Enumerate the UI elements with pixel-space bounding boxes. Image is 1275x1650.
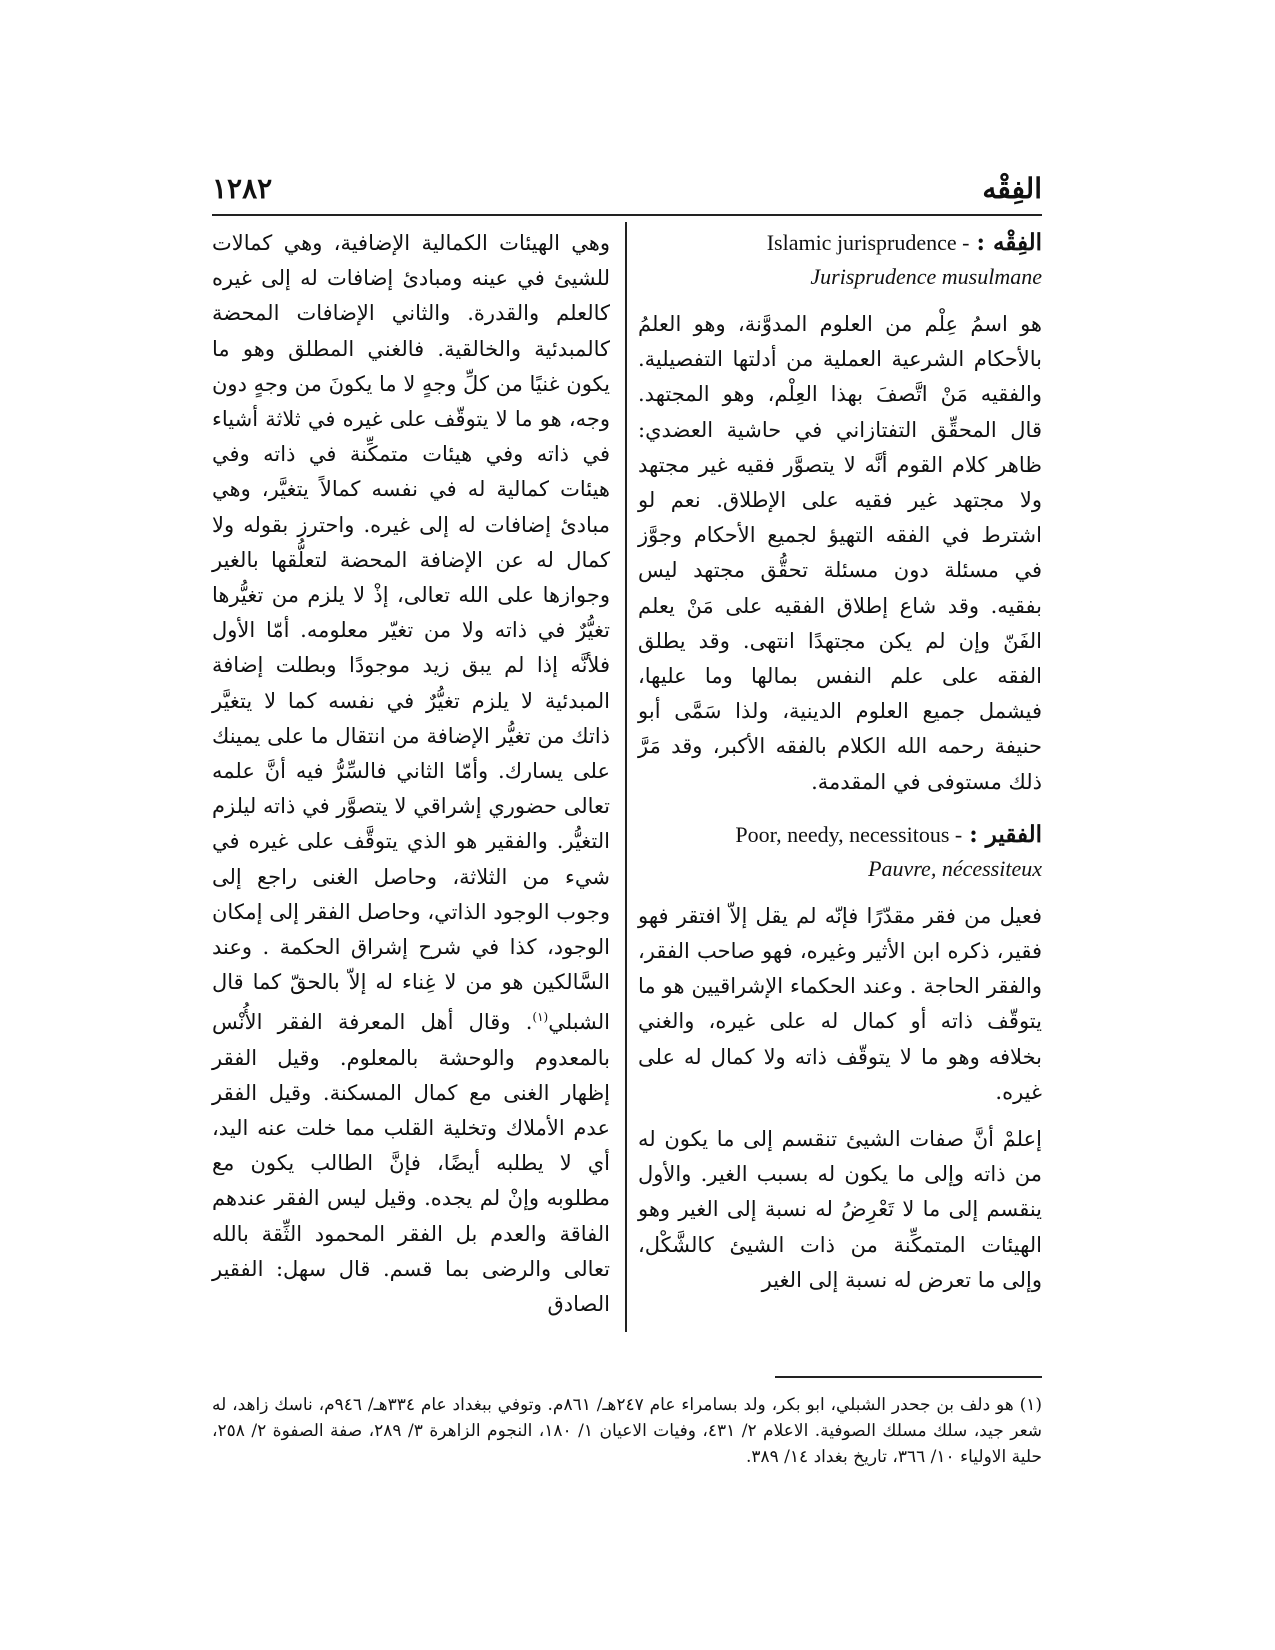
entry-english-term: Islamic jurisprudence - bbox=[766, 230, 970, 255]
continued-text-part-b: . وقال أهل المعرفة الفقر الأُنْس بالمعدوم والوحشة بالمعلوم. وقيل الفقر إظهار الغنى مع كمال المسكنة. وقيل الفقر عدم الأملاك وتخلية القلب مما خلت عنه اليد، أي لا يطلبه أيضًا، فإنَّ الطالب يكون مع مطلوبه وإنْ لم يجده. وقيل ليس الفقر عندهم الفاقة والعدم بل الفقر المحمود الثِّقة بالله تعالى والرضى بما قسم. قال سهل: الفقير الصادق bbox=[212, 1010, 610, 1317]
right-column bbox=[638, 226, 1042, 1298]
footnote: (١) هو دلف بن جحدر الشبلي، ابو بكر، ولد بسامراء عام ٢٤٧هـ/ ٨٦١م. وتوفي ببغداد عام ٣٣٤هـ/ ٩٤٦م، ناسك زاهد، له شعر جيد، سلك مسلك الصوفية. الاعلام ٢/ ٤٣١، وفيات الاعيان ١/ ١٨٠، النجوم الزاهرة ٣/ ٢٨٩، صفة الصفوة ٢/ ٢٥٨، حلية الاولياء ١٠/ ٣٦٦، تاريخ بغداد ١٤/ ٣٨٩. bbox=[212, 1395, 1043, 1467]
page-header bbox=[212, 172, 1042, 216]
running-title: الفِقْه bbox=[982, 172, 1042, 205]
entry-body-faqir-2: إعلمْ أنَّ صفات الشيئ تنقسم إلى ما يكون له من ذاته وإلى ما يكون له بسبب الغير. والأول ينقسم إلى ما لا تَعْرِضُ له نسبة إلى الغير وهو الهيئات المتمكِّنة من ذات الشيئ كالشَّكْل، وإلى ما تعرض له نسبة إلى الغير bbox=[638, 1127, 1042, 1292]
footnote-marker: (١) bbox=[532, 1010, 549, 1025]
column-divider bbox=[625, 222, 627, 1332]
page-number: ١٢٨٢ bbox=[212, 172, 273, 205]
left-column bbox=[212, 226, 610, 1322]
entry-body-faqir-1: فعيل من فقر مقدّرًا فإنّه لم يقل إلاّ افتقر فهو فقير، ذكره ابن الأثير وغيره، فهو صاحب الفقر، والفقر الحاجة . وعند الحكماء الإشراقيين هو ما يتوقّف ذاته أو كمال له على غيره، والغني بخلافه وهو ما لا يتوقّف ذاته ولا كمال له على غيره. bbox=[638, 903, 1042, 1104]
entry-french-term: Pauvre, nécessiteux bbox=[868, 855, 1042, 881]
entry-heading-faqir bbox=[638, 818, 1042, 853]
entry-arabic-term: الفقير : bbox=[969, 820, 1042, 848]
entry-body-fiqh: هو اسمُ عِلْم من العلوم المدوَّنة، وهو العلمُ بالأحكام الشرعية العملية من أدلتها التفصيلية. والفقيه مَنْ اتَّصفَ بهذا العِلْم، وهو المجتهد. قال المحقِّق التفتازاني في حاشية العضدي: ظاهر كلام القوم أنَّه لا يتصوَّر فقيه غير مجتهد ولا مجتهد غير فقيه على الإطلاق. نعم لو اشترط في الفقه التهيؤ لجميع الأحكام وجوَّز في مسئلة دون مسئلة تحقُّق مجتهد ليس بفقيه. وقد شاع إطلاق الفقيه على مَنْ يعلم الفَنّ وإن لم يكن مجتهدًا انتهى. وقد يطلق الفقه على علم النفس بمالها وما عليها، فيشمل جميع العلوم الدينية، ولذا سَمَّى أبو حنيفة رحمه الله الكلام بالفقه الأكبر، وقد مَرَّ ذلك مستوفى في المقدمة. bbox=[638, 312, 1042, 794]
entry-arabic-term: الفِقْه : bbox=[976, 229, 1042, 256]
header-divider bbox=[212, 214, 1042, 216]
continued-text-part-a: وهي الهيئات الكمالية الإضافية، وهي كمالات للشيئ في عينه ومبادئ إضافات له إلى غيره كالعلم والقدرة. والثاني الإضافات المحضة كالمبدئية والخالقية. فالغني المطلق وهو ما يكون غنيًا من كلِّ وجهٍ لا ما يكونَ من وجهٍ دون وجه، هو ما لا يتوقّف على غيره في ثلاثة أشياء في ذاته وفي هيئات متمكِّنة في ذاته وفي هيئات كمالية له في نفسه كمالاً يتغيَّر، وهي مبادئ إضافات له إلى غيره. واحترز بقوله ولا كمال له عن الإضافة المحضة لتعلُّقها بالغير وجوازها على الله تعالى، إذْ لا يلزم من تغيُّرها تغيُّرٌ في ذاته ولا من تغيّر معلومه. أمّا الأول فلأنَّه إذا لم يبق زيد موجودًا وبطلت إضافة المبدئية لا يلزم تغيُّرٌ في نفسه كما لا يتغيَّر ذاتك من تغيُّر الإضافة من انتقال ما على يمينك على يسارك. وأمّا الثاني فالسِّرُّ فيه أنَّ علمه تعالى حضوري إشراقي لا يتصوَّر في ذاته ليلزم التغيُّر. والفقير هو الذي يتوقَّف على غيره في شيء من الثلاثة، وحاصل الغنى راجع إلى وجوب الوجود الذاتي، وحاصل الفقر إلى إمكان الوجود، كذا في شرح إشراق الحكمة . وعند السَّالكين هو من لا غِناء له إلاّ بالحقّ كما قال الشبلي bbox=[212, 231, 610, 1035]
continued-text bbox=[212, 226, 610, 1322]
footnote-divider bbox=[775, 1376, 1042, 1378]
entry-french-term: Jurisprudence musulmane bbox=[810, 264, 1042, 289]
entry-heading-fiqh bbox=[638, 226, 1042, 261]
entry-english-term: Poor, needy, necessitous - bbox=[735, 821, 963, 847]
